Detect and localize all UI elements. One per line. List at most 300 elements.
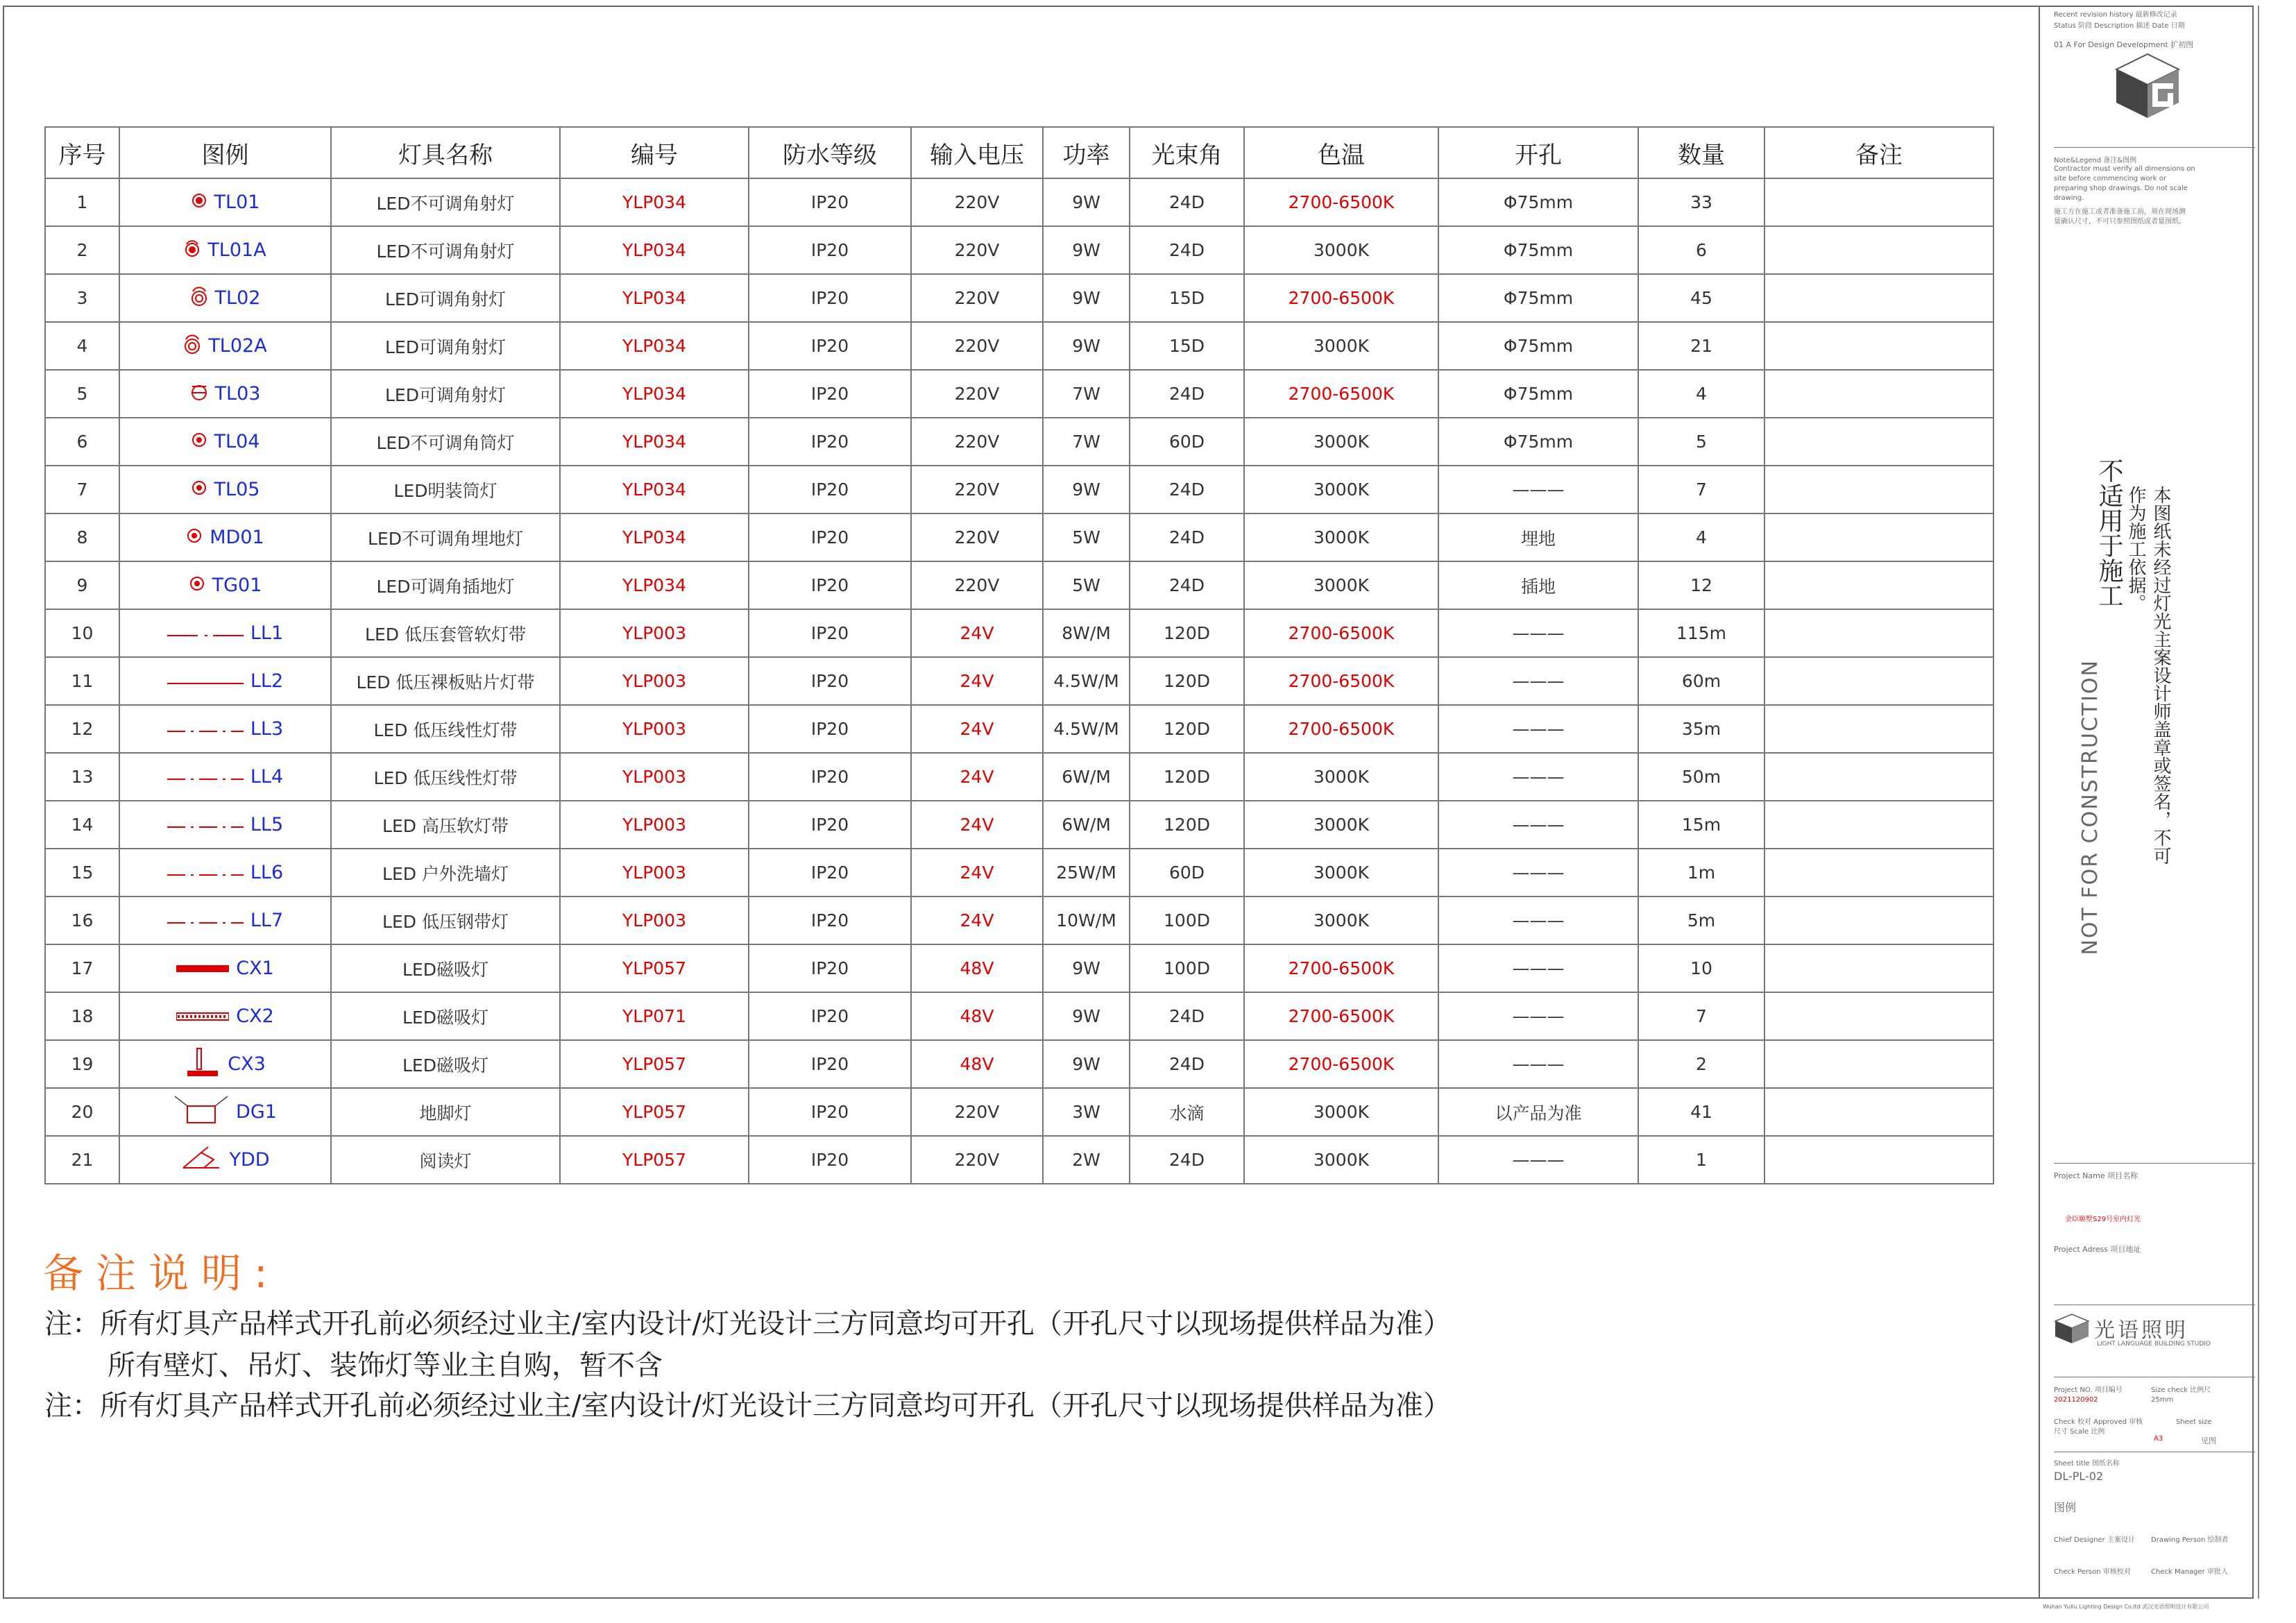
beam-angle: 120D <box>1130 609 1244 657</box>
legend-code: TL01A <box>207 239 266 261</box>
frame-right-border <box>2258 6 2259 1599</box>
input-voltage: 24V <box>911 609 1043 657</box>
header-power: 功率 <box>1043 127 1130 178</box>
color-temperature: 3000K <box>1244 801 1438 849</box>
title-block-rule <box>2054 147 2255 148</box>
fixture-name: LED 高压软灯带 <box>331 801 560 849</box>
quantity: 7 <box>1638 466 1764 513</box>
ip-rating: IP20 <box>749 1040 911 1088</box>
sheet-number: DL-PL-02 <box>2054 1470 2104 1483</box>
cutout-size: ——— <box>1438 657 1638 705</box>
row-number: 3 <box>45 274 119 322</box>
input-voltage: 220V <box>911 274 1043 322</box>
remark <box>1764 370 1993 418</box>
cutout-size: ——— <box>1438 944 1638 992</box>
remark <box>1764 178 1993 226</box>
fixture-name: LED磁吸灯 <box>331 992 560 1040</box>
header-cutout: 开孔 <box>1438 127 1638 178</box>
table-row <box>45 1088 1993 1136</box>
color-temperature: 2700-6500K <box>1244 992 1438 1040</box>
drawing-person-label: Drawing Person 绘制者 <box>2151 1536 2229 1544</box>
beam-angle: 24D <box>1130 992 1244 1040</box>
remark <box>1764 513 1993 561</box>
fixture-symbol-icon <box>167 910 244 931</box>
row-number: 7 <box>45 466 119 513</box>
fixture-name: LED明装筒灯 <box>331 466 560 513</box>
legend-cell <box>119 753 331 801</box>
model-code: YLP003 <box>560 753 749 801</box>
table-row <box>45 897 1993 944</box>
studio-name-en: LIGHT LANGUAGE BUILDING STUDIO <box>2097 1341 2211 1348</box>
input-voltage: 220V <box>911 466 1043 513</box>
input-voltage: 220V <box>911 226 1043 274</box>
fixture-name: LED可调角射灯 <box>331 370 560 418</box>
input-voltage: 220V <box>911 178 1043 226</box>
size-check-value: 25mm <box>2151 1396 2174 1404</box>
legend-code: DG1 <box>236 1101 277 1123</box>
table-row <box>45 753 1993 801</box>
quantity: 115m <box>1638 609 1764 657</box>
cutout-size: Φ75mm <box>1438 322 1638 370</box>
remark <box>1764 274 1993 322</box>
legend-code: CX3 <box>228 1053 266 1075</box>
cutout-size: 埋地 <box>1438 513 1638 561</box>
legend-cell <box>119 513 331 561</box>
legend-cell <box>119 178 331 226</box>
check-manager-label: Check Manager 审批人 <box>2151 1568 2228 1576</box>
color-temperature: 3000K <box>1244 322 1438 370</box>
table-row <box>45 705 1993 753</box>
power: 9W <box>1043 178 1130 226</box>
row-number: 19 <box>45 1040 119 1088</box>
table-row <box>45 274 1993 322</box>
row-number: 16 <box>45 897 119 944</box>
power: 7W <box>1043 370 1130 418</box>
check-label: Check 校对 Approved 审核 <box>2054 1418 2143 1426</box>
revision-entry: 01 A For Design Development 扩初图 <box>2054 40 2194 49</box>
remark <box>1764 1088 1993 1136</box>
fixture-name: LED 低压钢带灯 <box>331 897 560 944</box>
note-text-4: drawing. <box>2054 194 2084 202</box>
color-temperature: 2700-6500K <box>1244 609 1438 657</box>
legend-cell <box>119 418 331 466</box>
header-quantity: 数量 <box>1638 127 1764 178</box>
table-row <box>45 513 1993 561</box>
input-voltage: 220V <box>911 1088 1043 1136</box>
header-voltage: 输入电压 <box>911 127 1043 178</box>
input-voltage: 24V <box>911 897 1043 944</box>
legend-cell <box>119 801 331 849</box>
cutout-size: ——— <box>1438 849 1638 897</box>
power: 5W <box>1043 513 1130 561</box>
quantity: 7 <box>1638 992 1764 1040</box>
ip-rating: IP20 <box>749 466 911 513</box>
company-logo-icon <box>2109 49 2186 125</box>
input-voltage: 24V <box>911 657 1043 705</box>
color-temperature: 3000K <box>1244 897 1438 944</box>
table-row <box>45 992 1993 1040</box>
input-voltage: 48V <box>911 992 1043 1040</box>
power: 9W <box>1043 944 1130 992</box>
model-code: YLP057 <box>560 1088 749 1136</box>
remark <box>1764 705 1993 753</box>
ip-rating: IP20 <box>749 1136 911 1184</box>
quantity: 35m <box>1638 705 1764 753</box>
model-code: YLP034 <box>560 513 749 561</box>
legend-code: TL04 <box>214 431 260 452</box>
legend-code: CX2 <box>236 1005 274 1027</box>
legend-cell <box>119 322 331 370</box>
cutout-size: ——— <box>1438 897 1638 944</box>
color-temperature: 2700-6500K <box>1244 944 1438 992</box>
model-code: YLP071 <box>560 992 749 1040</box>
ip-rating: IP20 <box>749 322 911 370</box>
not-for-construction-en: NOT FOR CONSTRUCTION <box>2078 659 2102 955</box>
remark <box>1764 992 1993 1040</box>
revision-columns: Status 阶段 Description 描述 Date 日期 <box>2054 22 2185 30</box>
beam-angle: 水滴 <box>1130 1088 1244 1136</box>
fixture-name: LED磁吸灯 <box>331 1040 560 1088</box>
legend-code: LL4 <box>250 766 284 788</box>
beam-angle: 24D <box>1130 1136 1244 1184</box>
input-voltage: 220V <box>911 561 1043 609</box>
beam-angle: 24D <box>1130 178 1244 226</box>
model-code: YLP034 <box>560 561 749 609</box>
legend-code: TL02 <box>214 287 261 309</box>
row-number: 13 <box>45 753 119 801</box>
scale-label: 尺寸 Scale 比例 <box>2054 1428 2105 1436</box>
remark <box>1764 849 1993 897</box>
model-code: YLP057 <box>560 1136 749 1184</box>
cutout-size: Φ75mm <box>1438 226 1638 274</box>
beam-angle: 120D <box>1130 705 1244 753</box>
chief-designer-label: Chief Designer 主案设计 <box>2054 1536 2135 1544</box>
power: 5W <box>1043 561 1130 609</box>
legend-cell <box>119 226 331 274</box>
fixture-symbol-icon <box>167 623 244 643</box>
legend-code: CX1 <box>236 958 274 979</box>
legend-code: TL03 <box>214 383 261 405</box>
project-name-label: Project Name 项目名称 <box>2054 1171 2138 1180</box>
power: 6W/M <box>1043 801 1130 849</box>
quantity: 10 <box>1638 944 1764 992</box>
color-temperature: 3000K <box>1244 226 1438 274</box>
row-number: 11 <box>45 657 119 705</box>
footer-company: Wuhan YuXu Lighting Design Co.ltd 武汉光语照明设计有限公司 <box>2043 1604 2209 1610</box>
note-text-6: 量确认尺寸，不可只参照图纸或者量图纸。 <box>2054 218 2186 226</box>
table-body <box>45 178 1993 1184</box>
fixture-schedule-table <box>44 126 1994 1184</box>
sheet-size-label: Sheet size <box>2176 1418 2212 1426</box>
legend-cell <box>119 609 331 657</box>
table-row <box>45 178 1993 226</box>
color-temperature: 3000K <box>1244 418 1438 466</box>
beam-angle: 24D <box>1130 1040 1244 1088</box>
note-line-2: 所有壁灯、吊灯、装饰灯等业主自购，暂不含 <box>108 1350 663 1382</box>
ip-rating: IP20 <box>749 657 911 705</box>
legend-code: YDD <box>229 1149 270 1171</box>
quantity: 41 <box>1638 1088 1764 1136</box>
table-row <box>45 466 1993 513</box>
model-code: YLP034 <box>560 274 749 322</box>
model-code: YLP034 <box>560 322 749 370</box>
row-number: 20 <box>45 1088 119 1136</box>
model-code: YLP003 <box>560 849 749 897</box>
fixture-name: LED不可调角射灯 <box>331 178 560 226</box>
remark <box>1764 657 1993 705</box>
legend-cell <box>119 561 331 609</box>
power: 6W/M <box>1043 753 1130 801</box>
table-row <box>45 944 1993 992</box>
ip-rating: IP20 <box>749 944 911 992</box>
model-code: YLP003 <box>560 801 749 849</box>
beam-angle: 100D <box>1130 897 1244 944</box>
fixture-symbol-icon <box>191 192 207 213</box>
cutout-size: ——— <box>1438 609 1638 657</box>
fixture-symbol-icon <box>186 527 203 548</box>
beam-angle: 60D <box>1130 849 1244 897</box>
fixture-symbol-icon <box>167 863 244 883</box>
input-voltage: 220V <box>911 513 1043 561</box>
table-row <box>45 1136 1993 1184</box>
input-voltage: 24V <box>911 753 1043 801</box>
table-row <box>45 657 1993 705</box>
color-temperature: 3000K <box>1244 1088 1438 1136</box>
note-text-3: preparing shop drawings. Do not scale <box>2054 185 2188 192</box>
scale-value: A3 <box>2154 1435 2163 1443</box>
model-code: YLP034 <box>560 466 749 513</box>
quantity: 45 <box>1638 274 1764 322</box>
quantity: 12 <box>1638 561 1764 609</box>
fixture-symbol-icon <box>167 719 244 739</box>
sheet-title-label: Sheet title 图纸名称 <box>2054 1460 2120 1468</box>
legend-code: LL6 <box>250 862 284 883</box>
project-name-value: 金臣颐墅S29号室内灯光 <box>2065 1216 2141 1223</box>
power: 8W/M <box>1043 609 1130 657</box>
legend-code: TL05 <box>214 479 260 500</box>
quantity: 4 <box>1638 513 1764 561</box>
power: 2W <box>1043 1136 1130 1184</box>
ip-rating: IP20 <box>749 897 911 944</box>
model-code: YLP003 <box>560 657 749 705</box>
fixture-name: LED不可调角筒灯 <box>331 418 560 466</box>
legend-cell <box>119 944 331 992</box>
input-voltage: 48V <box>911 944 1043 992</box>
color-temperature: 3000K <box>1244 753 1438 801</box>
beam-angle: 120D <box>1130 657 1244 705</box>
input-voltage: 220V <box>911 1136 1043 1184</box>
header-beam-angle: 光束角 <box>1130 127 1244 178</box>
ip-rating: IP20 <box>749 178 911 226</box>
note-line-3: 注：所有灯具产品样式开孔前必须经过业主/室内设计/灯光设计三方同意均可开孔（开孔尺寸以现场提供样品为准） <box>44 1390 1451 1422</box>
remark <box>1764 322 1993 370</box>
ip-rating: IP20 <box>749 992 911 1040</box>
project-no-value: 2021120902 <box>2054 1396 2098 1404</box>
power: 25W/M <box>1043 849 1130 897</box>
fixture-name: LED可调角射灯 <box>331 322 560 370</box>
title-block-rule <box>2054 1163 2255 1164</box>
not-for-construction-cn: 不适用于施工 <box>2095 458 2123 608</box>
color-temperature: 2700-6500K <box>1244 178 1438 226</box>
beam-angle: 120D <box>1130 753 1244 801</box>
input-voltage: 24V <box>911 705 1043 753</box>
header-remark: 备注 <box>1764 127 1993 178</box>
beam-angle: 15D <box>1130 322 1244 370</box>
color-temperature: 3000K <box>1244 513 1438 561</box>
ip-rating: IP20 <box>749 418 911 466</box>
row-number: 14 <box>45 801 119 849</box>
power: 9W <box>1043 992 1130 1040</box>
ip-rating: IP20 <box>749 370 911 418</box>
ip-rating: IP20 <box>749 801 911 849</box>
row-number: 2 <box>45 226 119 274</box>
table-header-row <box>45 127 1993 178</box>
fixture-symbol-icon <box>167 671 244 691</box>
row-number: 15 <box>45 849 119 897</box>
color-temperature: 3000K <box>1244 849 1438 897</box>
remark <box>1764 418 1993 466</box>
remark <box>1764 753 1993 801</box>
fixture-symbol-icon <box>183 334 201 359</box>
remark <box>1764 897 1993 944</box>
note-text-1: Contractor must verify all dimensions on <box>2054 165 2195 173</box>
row-number: 18 <box>45 992 119 1040</box>
quantity: 1m <box>1638 849 1764 897</box>
remark <box>1764 1040 1993 1088</box>
fixture-name: LED磁吸灯 <box>331 944 560 992</box>
cutout-size: ——— <box>1438 1136 1638 1184</box>
table-row <box>45 418 1993 466</box>
remark <box>1764 466 1993 513</box>
quantity: 4 <box>1638 370 1764 418</box>
beam-angle: 120D <box>1130 801 1244 849</box>
remark <box>1764 801 1993 849</box>
header-legend: 图例 <box>119 127 331 178</box>
quantity: 1 <box>1638 1136 1764 1184</box>
cutout-size: Φ75mm <box>1438 274 1638 322</box>
legend-cell <box>119 897 331 944</box>
legend-code: LL7 <box>250 910 284 931</box>
fixture-symbol-icon <box>167 767 244 787</box>
legend-cell <box>119 705 331 753</box>
fixture-symbol-icon <box>185 1047 221 1082</box>
table-row <box>45 1040 1993 1088</box>
cutout-size: Φ75mm <box>1438 370 1638 418</box>
quantity: 33 <box>1638 178 1764 226</box>
beam-angle: 24D <box>1130 370 1244 418</box>
model-code: YLP034 <box>560 226 749 274</box>
color-temperature: 2700-6500K <box>1244 705 1438 753</box>
fixture-symbol-icon <box>184 239 201 262</box>
fixture-symbol-icon <box>190 286 208 311</box>
legend-code: TL01 <box>214 192 260 213</box>
ip-rating: IP20 <box>749 705 911 753</box>
ip-rating: IP20 <box>749 849 911 897</box>
title-block-divider <box>2039 6 2040 1599</box>
cutout-size: ——— <box>1438 992 1638 1040</box>
row-number: 17 <box>45 944 119 992</box>
input-voltage: 220V <box>911 370 1043 418</box>
model-code: YLP034 <box>560 178 749 226</box>
legend-cell <box>119 1088 331 1136</box>
legend-code: TL02A <box>208 335 267 357</box>
fixture-name: LED 低压线性灯带 <box>331 753 560 801</box>
row-number: 8 <box>45 513 119 561</box>
table-row <box>45 226 1993 274</box>
header-cct: 色温 <box>1244 127 1438 178</box>
power: 9W <box>1043 1040 1130 1088</box>
stamp-disclaimer: 本图纸未经过灯光主案设计师盖章或签名，不可作为施工依据。 <box>2125 486 2171 865</box>
cutout-size: Φ75mm <box>1438 178 1638 226</box>
power: 7W <box>1043 418 1130 466</box>
color-temperature: 3000K <box>1244 561 1438 609</box>
remark <box>1764 1136 1993 1184</box>
remark <box>1764 944 1993 992</box>
beam-angle: 15D <box>1130 274 1244 322</box>
fixture-name: LED可调角插地灯 <box>331 561 560 609</box>
fixture-name: LED 低压线性灯带 <box>331 705 560 753</box>
beam-angle: 24D <box>1130 513 1244 561</box>
fixture-name: LED 低压裸板贴片灯带 <box>331 657 560 705</box>
fixture-name: LED 户外洗墙灯 <box>331 849 560 897</box>
cutout-size: ——— <box>1438 705 1638 753</box>
color-temperature: 2700-6500K <box>1244 1040 1438 1088</box>
beam-angle: 24D <box>1130 226 1244 274</box>
fixture-symbol-icon <box>167 815 244 835</box>
legend-cell <box>119 1040 331 1088</box>
fixture-symbol-icon <box>180 1144 222 1176</box>
ip-rating: IP20 <box>749 1088 911 1136</box>
table-row <box>45 370 1993 418</box>
fixture-symbol-icon <box>176 1006 229 1026</box>
header-fixture-name: 灯具名称 <box>331 127 560 178</box>
model-code: YLP003 <box>560 609 749 657</box>
legend-cell <box>119 1136 331 1184</box>
cutout-size: ——— <box>1438 801 1638 849</box>
color-temperature: 3000K <box>1244 1136 1438 1184</box>
fixture-name: LED不可调角埋地灯 <box>331 513 560 561</box>
quantity: 60m <box>1638 657 1764 705</box>
table-row <box>45 322 1993 370</box>
legend-cell <box>119 274 331 322</box>
revision-history-label: Recent revision history 最新修改记录 <box>2054 11 2177 19</box>
cutout-size: Φ75mm <box>1438 418 1638 466</box>
quantity: 5 <box>1638 418 1764 466</box>
cutout-size: ——— <box>1438 1040 1638 1088</box>
input-voltage: 220V <box>911 322 1043 370</box>
note-legend-label: Note&Legend 备注&图例 <box>2054 157 2137 164</box>
fixture-symbol-icon <box>173 1095 229 1130</box>
legend-cell <box>119 657 331 705</box>
model-code: YLP034 <box>560 418 749 466</box>
legend-cell <box>119 849 331 897</box>
fixture-name: 阅读灯 <box>331 1136 560 1184</box>
table-row <box>45 561 1993 609</box>
ip-rating: IP20 <box>749 513 911 561</box>
table-row <box>45 801 1993 849</box>
input-voltage: 48V <box>911 1040 1043 1088</box>
legend-code: LL2 <box>250 670 284 692</box>
row-number: 4 <box>45 322 119 370</box>
note-line-1: 注：所有灯具产品样式开孔前必须经过业主/室内设计/灯光设计三方同意均可开孔（开孔尺寸以现场提供样品为准） <box>44 1308 1451 1340</box>
fixture-name: 地脚灯 <box>331 1088 560 1136</box>
legend-code: MD01 <box>210 527 264 548</box>
row-number: 10 <box>45 609 119 657</box>
quantity: 6 <box>1638 226 1764 274</box>
remark <box>1764 561 1993 609</box>
legend-code: LL1 <box>250 622 284 644</box>
table-row <box>45 609 1993 657</box>
